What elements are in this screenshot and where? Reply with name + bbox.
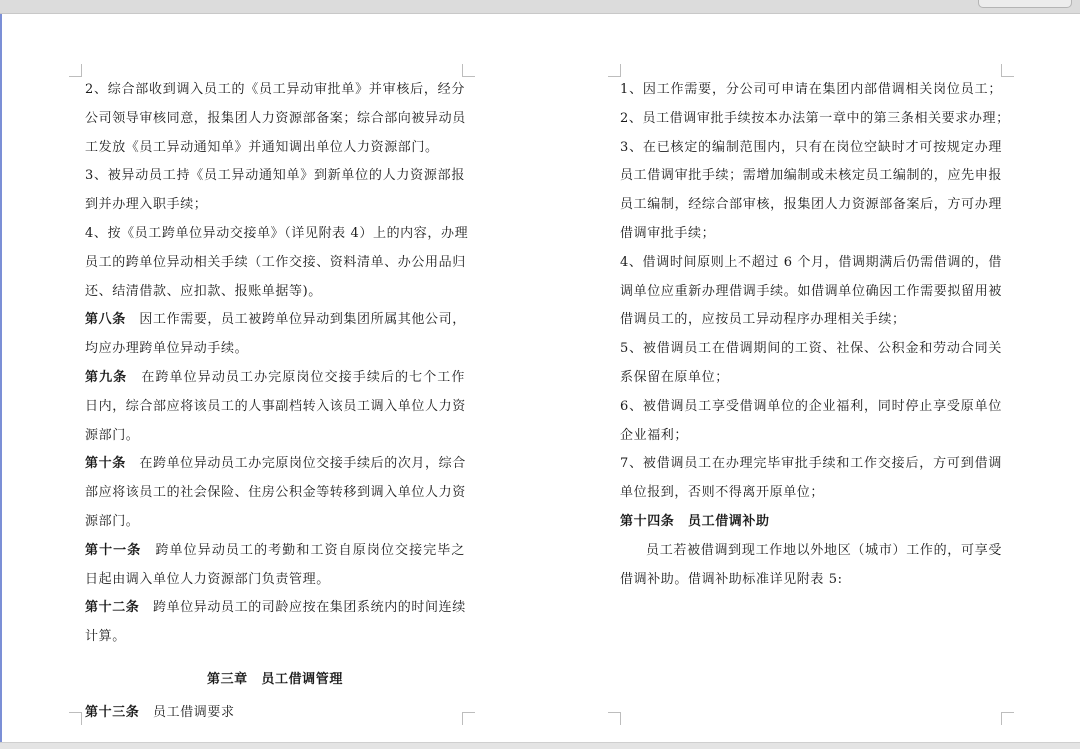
page-corner-mark [69, 712, 82, 725]
text-line [85, 623, 465, 652]
line-text: 源部门。 [85, 427, 140, 443]
line-text: 6、被借调员工享受借调单位的企业福利，同时停止享受原单位 [620, 398, 1002, 414]
text-line [620, 422, 1002, 451]
line-text: 员工的跨单位异动相关手续（工作交接、资料清单、办公用品归 [85, 254, 466, 270]
line-text: 调单位应重新办理借调手续。如借调单位确因工作需要拟留用被 [620, 283, 1002, 299]
text-line [620, 364, 1002, 393]
line-text: 3、被异动员工持《员工异动通知单》到新单位的人力资源部报 [85, 168, 465, 184]
text-line [85, 105, 465, 134]
line-text: 1、因工作需要，分公司可申请在集团内部借调相关岗位员工； [620, 82, 1002, 97]
article-line [85, 306, 465, 335]
text-line [620, 566, 1002, 595]
page-corner-mark [1001, 712, 1014, 725]
left-page [85, 0, 469, 742]
line-text: 工发放《员工异动通知单》并通知调出单位人力资源部门。 [85, 139, 439, 155]
page-corner-mark [69, 64, 82, 77]
line-text: 因工作需要，员工被跨单位异动到集团所属其他公司， [125, 312, 466, 328]
text-line [85, 566, 465, 595]
line-text: 2、综合部收到调入员工的《员工异动审批单》并审核后，经分 [85, 82, 465, 97]
article-line [85, 364, 465, 393]
article-line [85, 537, 465, 566]
line-text: 在跨单位异动员工办完原岗位交接手续后的次月，综合 [125, 456, 466, 472]
text-line [85, 393, 465, 422]
text-line [85, 134, 465, 163]
text-line [85, 249, 465, 278]
text-line [85, 335, 465, 364]
text-line [620, 76, 1002, 105]
chapter-heading: 第三章 员工借调管理 [206, 671, 343, 687]
line-text: 借调审批手续； [620, 225, 716, 241]
line-text: 跨单位异动员工的司龄应按在集团系统内的时间连续 [139, 600, 466, 616]
line-text: 借调员工的，应按员工异动程序办理相关手续； [620, 312, 906, 328]
line-text: 均应办理跨单位异动手续。 [85, 341, 249, 357]
article-line [85, 699, 465, 728]
text-line [620, 162, 1002, 191]
line-text: 2、员工借调审批手续按本办法第一章中的第三条相关要求办理； [620, 110, 1010, 126]
line-text: 在跨单位异动员工办完原岗位交接手续后的七个工作 [127, 369, 465, 385]
line-text: 日内，综合部应将该员工的人事副档转入该员工调入单位人力资 [85, 398, 466, 414]
text-line [85, 508, 465, 537]
text-line [85, 278, 465, 307]
text-line [620, 191, 1002, 220]
line-text: 单位报到，否则不得离开原单位； [620, 485, 825, 501]
line-text: 公司领导审核同意，报集团人力资源部备案；综合部向被异动员 [85, 110, 466, 126]
line-text: 4、借调时间原则上不超过 6 个月，借调期满后仍需借调的，借 [620, 254, 1002, 270]
left-edge-rule [0, 14, 2, 744]
text-line [620, 134, 1002, 163]
text-line [620, 479, 1002, 508]
right-page [620, 0, 1010, 742]
line-text: 部应将该员工的社会保险、住房公积金等转移到调入单位人力资 [85, 485, 466, 501]
text-line [85, 479, 465, 508]
text-line [85, 422, 465, 451]
text-line [85, 76, 465, 105]
line-text: 系保留在原单位； [620, 369, 729, 385]
text-line [620, 537, 1002, 566]
line-text: 7、被借调员工在办理完毕审批手续和工作交接后，方可到借调 [620, 456, 1002, 472]
line-text: 4、按《员工跨单位异动交接单》（详见附表 4）上的内容，办理 [85, 225, 469, 241]
article-number: 第十一条 [85, 542, 142, 558]
line-text: 计算。 [85, 629, 126, 645]
right-page-text [620, 76, 1010, 594]
text-line [620, 105, 1010, 134]
line-text: 跨单位异动员工的考勤和工资自原岗位交接完毕之 [141, 542, 465, 558]
article-number: 第八条 [85, 312, 126, 328]
article-number: 第十条 [85, 456, 126, 472]
article-line [620, 508, 1002, 537]
line-text: 员工若被借调到现工作地以外地区（城市）工作的，可享受 [646, 542, 1002, 558]
text-line [620, 335, 1002, 364]
line-text: 还、结清借款、应扣款、报账单据等)。 [85, 283, 322, 299]
article-line [85, 450, 465, 479]
text-line [85, 162, 465, 191]
article-line [85, 594, 465, 623]
line-text: 5、被借调员工在借调期间的工资、社保、公积金和劳动合同关 [620, 341, 1002, 357]
text-line [85, 220, 469, 249]
text-line [620, 393, 1002, 422]
text-line [620, 450, 1002, 479]
text-line [620, 249, 1002, 278]
line-text: 源部门。 [85, 513, 140, 529]
article-number: 第十二条 [85, 600, 140, 616]
article-number: 第十三条 [85, 704, 140, 720]
line-text: 到并办理入职手续； [85, 197, 208, 213]
line-text: 员工编制，经综合部审核，报集团人力资源部备案后，方可办理 [620, 197, 1002, 213]
line-text: 企业福利； [620, 427, 689, 443]
line-text: 员工借调审批手续；需增加编制或未核定员工编制的，应先申报 [620, 168, 1002, 184]
text-line [620, 220, 1002, 249]
line-text: 借调补助。借调补助标准详见附表 5: [620, 571, 843, 587]
text-line [620, 306, 1002, 335]
text-line [85, 191, 465, 220]
page-corner-mark [608, 712, 621, 725]
line-text: 日起由调入单位人力资源部门负责管理。 [85, 571, 330, 587]
line-text: 3、在已核定的编制范围内，只有在岗位空缺时才可按规定办理 [620, 139, 1002, 155]
text-line [620, 278, 1002, 307]
article-number: 第九条 [85, 369, 128, 385]
left-page-text [85, 76, 469, 728]
line-text: 员工借调要求 [139, 704, 235, 720]
article-number: 第十四条 员工借调补助 [620, 513, 770, 529]
page-corner-mark [1001, 64, 1014, 77]
